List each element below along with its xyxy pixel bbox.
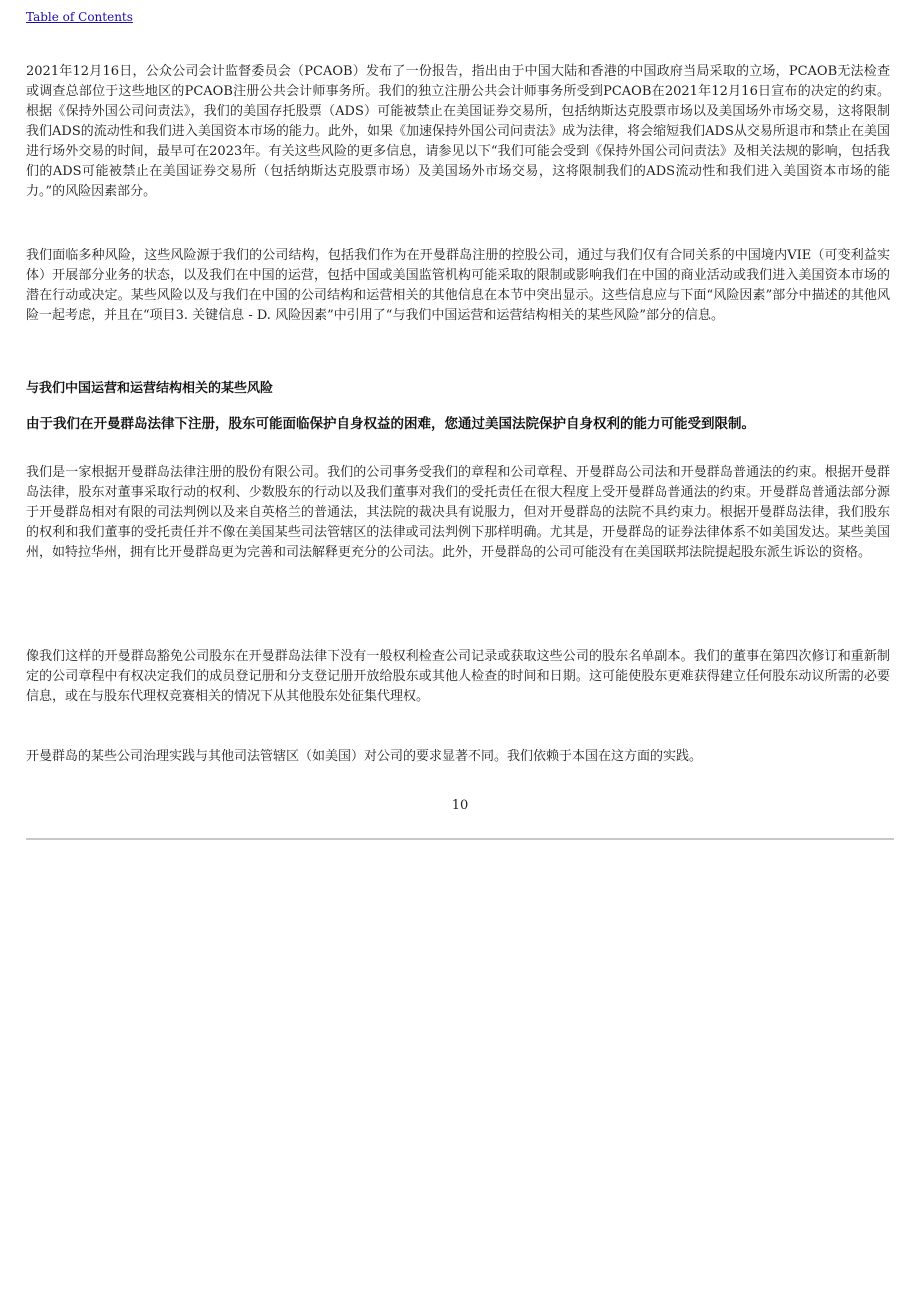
cayman-law-paragraph: 我们是一家根据开曼群岛法律注册的股份有限公司。我们的公司事务受我们的章程和公司章程、开曼群岛公司法和开曼群岛普通法的约束。根据开曼群岛法律，股东对董事采取行动的权利、少数股东的行动以及我们董事对我们的受托责任在很大程度上受开曼群岛普通法的约束。开曼群岛普通法部分源于开曼群岛相对有限的司法判例以及来自英格兰的普通法，其法院的裁决具有说服力，但对开曼群岛的法院不具约束力。根据开曼群岛法律，我们股东的权利和我们董事的受托责任并不像在美国某些司法管辖区的法律或司法判例下那样明确。尤其是，开曼群岛的证券法律体系不如美国发达。某些美国州，如特拉华州，拥有比开曼群岛更为完善和司法解释更充分的公司法。此外，开曼群岛的公司可能没有在美国联邦法院提起股东派生诉讼的资格。 [26,465,890,560]
risk-factor-heading: 由于我们在开曼群岛法律下注册，股东可能面临保护自身权益的困难，您通过美国法院保护自身权利的能力可能受到限制。 [26,416,755,432]
table-of-contents-link[interactable]: Table of Contents [26,10,133,24]
pcaob-paragraph: 2021年12月16日，公众公司会计监督委员会（PCAOB）发布了一份报告，指出由于中国大陆和香港的中国政府当局采取的立场，PCAOB无法检查或调查总部位于这些地区的PCAOB注册公共会计师事务所。我们的独立注册公共会计师事务所受到PCAOB在2021年12月16日宣布的决定的约束。根据《保持外国公司问责法》，我们的美国存托股票（ADS）可能被禁止在美国证券交易所，包括纳斯达克股票市场以及美国场外市场交易，这将限制我们ADS的流动性和我们进入美国资本市场的能力。此外，如果《加速保持外国公司问责法》成为法律，将会缩短我们ADS从交易所退市和禁止在美国进行场外交易的时间，最早可在2023年。有关这些风险的更多信息，请参见以下“我们可能会受到《保持外国公司问责法》及相关法规的影响，包括我们的ADS可能被禁止在美国证券交易所（包括纳斯达克股票市场）及美国场外市场交易，这将限制我们的ADS流动性和我们进入美国资本市场的能力。”的风险因素部分。 [26,64,890,199]
corporate-structure-paragraph: 我们面临多种风险，这些风险源于我们的公司结构，包括我们作为在开曼群岛注册的控股公司，通过与我们仅有合同关系的中国境内VIE（可变利益实体）开展部分业务的状态，以及我们在中国的运营，包括中国或美国监管机构可能采取的限制或影响我们在中国的商业活动或我们进入美国资本市场的潜在行动或决定。某些风险以及与我们在中国的公司结构和运营相关的其他信息在本节中突出显示。这些信息应与下面“风险因素”部分中描述的其他风险一起考虑，并且在“项目3. 关键信息 - D. 风险因素”中引用了“与我们中国运营和运营结构相关的某些风险”部分的信息。 [26,248,890,323]
section-heading: 与我们中国运营和运营结构相关的某些风险 [26,381,274,396]
corporate-governance-paragraph: 开曼群岛的某些公司治理实践与其他司法管辖区（如美国）对公司的要求显著不同。我们依赖于本国在这方面的实践。 [26,749,703,764]
page-divider [26,838,894,840]
exempted-company-paragraph: 像我们这样的开曼群岛豁免公司股东在开曼群岛法律下没有一般权利检查公司记录或获取这些公司的股东名单副本。我们的董事在第四次修订和重新制定的公司章程中有权决定我们的成员登记册和分支登记册开放给股东或其他人检查的时间和日期。这可能使股东更难获得建立任何股东动议所需的必要信息，或在与股东代理权竞赛相关的情况下从其他股东处征集代理权。 [26,649,890,704]
page-number: 10 [451,798,469,813]
